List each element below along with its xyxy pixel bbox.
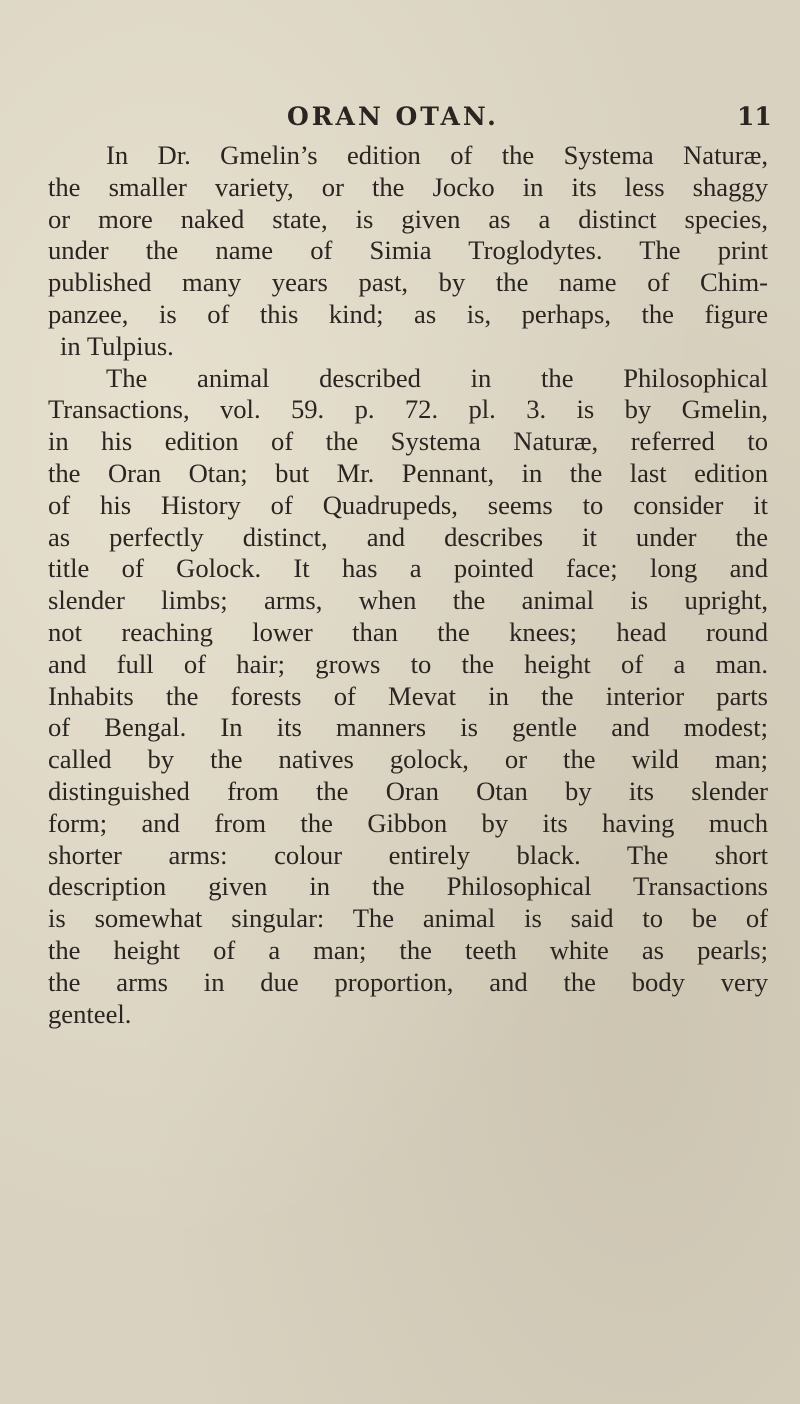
text-line: is somewhat singular: The animal is said to be of — [48, 903, 768, 934]
text-line: of Bengal. In its manners is gentle and modest; — [48, 712, 768, 743]
text-line: in his edition of the Systema Naturæ, referred to — [48, 426, 768, 457]
text-line: under the name of Simia Troglodytes. The print — [48, 235, 768, 266]
text-line: or more naked state, is given as a distinct species, — [48, 203, 768, 234]
text-line: Transactions, vol. 59. p. 72. pl. 3. is by Gmelin, — [48, 394, 768, 425]
text-line: called by the natives golock, or the wild man; — [48, 744, 768, 775]
body-text — [48, 140, 768, 1030]
text-line: title of Golock. It has a pointed face; long and — [48, 553, 768, 584]
text-line: of his History of Quadrupeds, seems to consider it — [48, 489, 768, 520]
text-line: Inhabits the forests of Mevat in the interior parts — [48, 680, 768, 711]
text-line: not reaching lower than the knees; head round — [48, 616, 768, 647]
text-line: the arms in due proportion, and the body very — [48, 966, 768, 997]
text-line: the Oran Otan; but Mr. Pennant, in the last edition — [48, 457, 768, 488]
text-line: and full of hair; grows to the height of a man. — [48, 648, 768, 679]
text-line: as perfectly distinct, and describes it under the — [48, 521, 768, 552]
text-line: shorter arms: colour entirely black. The short — [48, 839, 768, 870]
text-line: the smaller variety, or the Jocko in its less shaggy — [48, 171, 768, 202]
text-line: genteel. — [48, 998, 132, 1029]
text-line: In Dr. Gmelin’s edition of the Systema Naturæ, — [106, 140, 768, 170]
text-line: description given in the Philosophical Transactions — [48, 871, 768, 902]
text-line: form; and from the Gibbon by its having much — [48, 807, 768, 838]
text-line: the height of a man; the teeth white as pearls; — [48, 934, 768, 965]
text-line: panzee, is of this kind; as is, perhaps, the figure — [48, 298, 768, 329]
page-number: 11 — [737, 102, 772, 131]
running-title: ORAN OTAN. — [287, 102, 499, 131]
text-line: in Tulpius. — [60, 330, 174, 361]
text-line: distinguished from the Oran Otan by its slender — [48, 775, 768, 806]
text-line: published many years past, by the name of Chim- — [48, 267, 768, 298]
text-line: slender limbs; arms, when the animal is upright, — [48, 585, 768, 616]
text-line: The animal described in the Philosophical — [106, 362, 768, 393]
running-head — [0, 100, 800, 134]
